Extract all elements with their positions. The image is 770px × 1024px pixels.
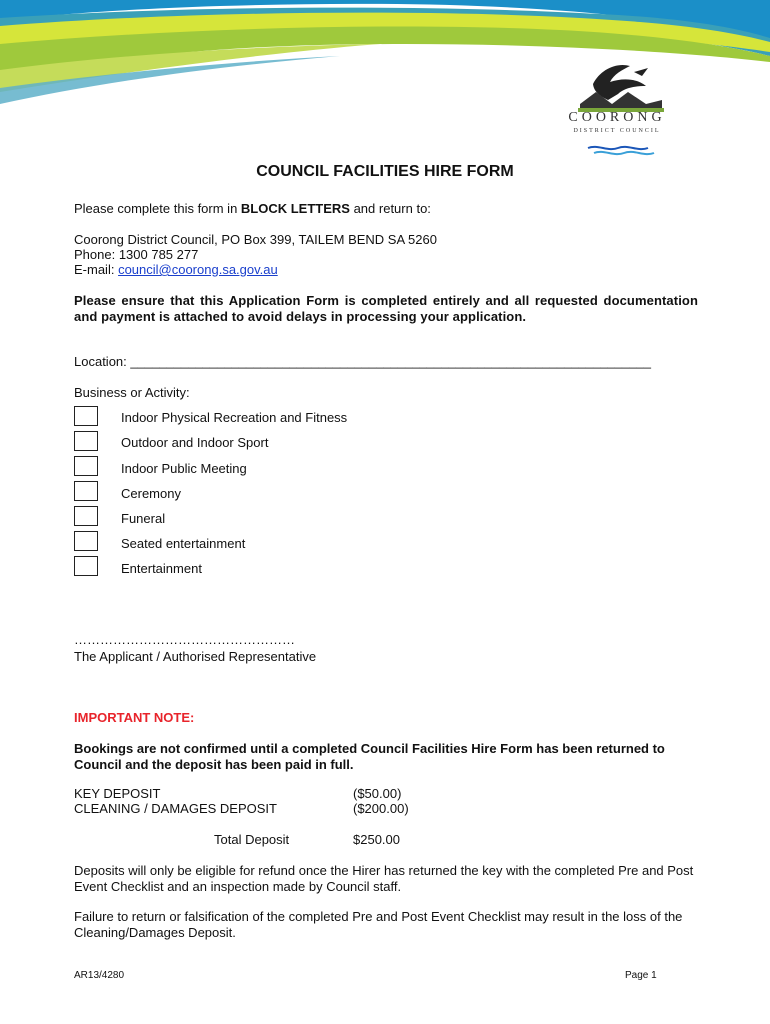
intro-suffix: and return to: — [349, 201, 431, 216]
key-deposit-value: ($50.00) — [353, 786, 402, 801]
location-field[interactable]: Location: ________________________________________________________________________ — [74, 354, 651, 369]
checkbox-ceremony[interactable] — [74, 481, 98, 501]
total-deposit-value: $250.00 — [353, 832, 400, 847]
activity-option: Outdoor and Indoor Sport — [121, 435, 269, 450]
activity-label: Business or Activity: — [74, 385, 190, 400]
checkbox-indoor-physical[interactable] — [74, 406, 98, 426]
activity-option: Indoor Public Meeting — [121, 461, 247, 476]
page-title: COUNCIL FACILITIES HIRE FORM — [256, 163, 514, 180]
checkbox-indoor-public-meeting[interactable] — [74, 456, 98, 476]
cleaning-deposit-value: ($200.00) — [353, 801, 409, 816]
bookings-note: Bookings are not confirmed until a completed Council Facilities Hire Form has been returned to Council and the deposit has been paid in full. — [74, 741, 665, 772]
important-heading: IMPORTANT NOTE: — [74, 710, 195, 725]
email-label: E-mail: — [74, 262, 119, 277]
ensure-note: Please ensure that this Application Form is completed entirely and all requested documentation and payment is attached to avoid delays in processing your application. — [74, 293, 698, 324]
checkbox-entertainment[interactable] — [74, 556, 98, 576]
logo-subtitle: DISTRICT COUNCIL — [573, 128, 661, 134]
page-number: Page 1 — [625, 970, 657, 981]
failure-note: Failure to return or falsification of the completed Pre and Post Event Checklist may result in the loss of the Cleaning/Damages Deposit. — [74, 909, 683, 940]
council-address: Coorong District Council, PO Box 399, TAILEM BEND SA 5260 — [74, 232, 437, 247]
activity-option: Indoor Physical Recreation and Fitness — [121, 410, 348, 425]
cleaning-deposit-label: CLEANING / DAMAGES DEPOSIT — [74, 801, 277, 816]
signature-label: The Applicant / Authorised Representative — [74, 649, 317, 664]
logo-wordmark: COORONG — [568, 110, 666, 125]
intro-prefix: Please complete this form in — [74, 201, 241, 216]
council-logo — [538, 56, 698, 156]
activity-option: Ceremony — [121, 486, 181, 501]
email-link[interactable]: council@coorong.sa.gov.au — [118, 262, 278, 277]
checkbox-seated-entertainment[interactable] — [74, 531, 98, 551]
council-phone: Phone: 1300 785 277 — [74, 247, 199, 262]
key-deposit-label: KEY DEPOSIT — [74, 786, 161, 801]
pelican-logo-icon — [538, 56, 698, 156]
signature-line[interactable]: …………………………………………… — [74, 632, 295, 647]
activity-option: Funeral — [121, 511, 166, 526]
activity-option: Seated entertainment — [121, 536, 246, 551]
intro-bold: BLOCK LETTERS — [240, 201, 350, 216]
document-reference: AR13/4280 — [74, 970, 125, 981]
checkbox-funeral[interactable] — [74, 506, 98, 526]
council-email-line — [74, 262, 278, 277]
activity-option: Entertainment — [121, 561, 202, 576]
intro-text — [74, 201, 431, 216]
total-deposit-label: Total Deposit — [214, 832, 290, 847]
checkbox-outdoor-indoor-sport[interactable] — [74, 431, 98, 451]
refund-note: Deposits will only be eligible for refund once the Hirer has returned the key with the completed Pre and Post Event Checklist and an inspection made by Council staff. — [74, 863, 694, 894]
